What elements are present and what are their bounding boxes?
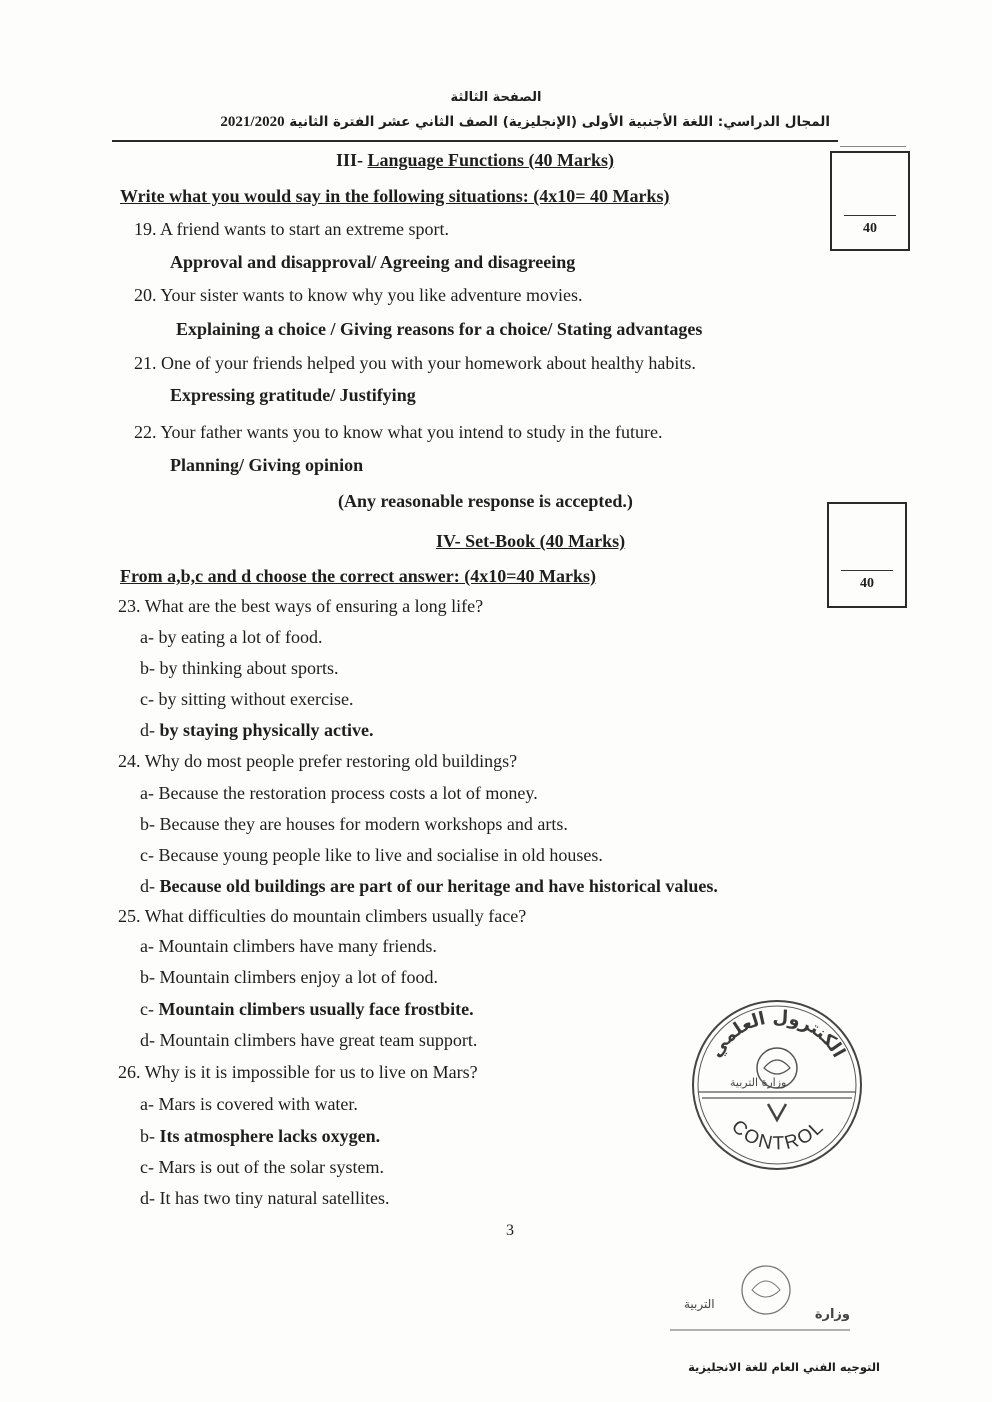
option-text: Its atmosphere lacks oxygen. — [159, 1126, 381, 1146]
option-letter: a- — [140, 783, 154, 803]
question-number: 19. — [134, 219, 157, 239]
question-number: 22. — [134, 422, 157, 442]
option-letter: d- — [140, 1030, 155, 1050]
question-text: Your father wants you to know what you intend to study in the future. — [160, 422, 663, 442]
question-number: 24. — [118, 751, 141, 771]
exam-title-arabic — [190, 114, 830, 131]
question-26 — [118, 1062, 478, 1083]
option-23b — [140, 658, 339, 679]
question-text: What difficulties do mountain climbers usually face? — [144, 906, 527, 926]
emblem-ship-icon — [764, 1060, 790, 1074]
option-letter: d- — [140, 720, 155, 740]
option-24c — [140, 845, 603, 866]
option-24b — [140, 814, 568, 835]
question-number: 23. — [118, 596, 141, 616]
option-25d — [140, 1030, 477, 1051]
section3-heading-title: Language Functions (40 Marks) — [367, 150, 615, 170]
answer-19: Approval and disapproval/ Agreeing and disagreeing — [170, 252, 576, 272]
option-text: Mountain climbers have great team support. — [159, 1030, 478, 1050]
question-23 — [118, 596, 483, 617]
section3-heading — [336, 150, 614, 171]
option-text: Because old buildings are part of our heritage and have historical values. — [159, 876, 718, 896]
answer-21: Expressing gratitude/ Justifying — [170, 385, 416, 405]
question-text: Why is it is impossible for us to live on Mars? — [144, 1062, 478, 1082]
control-stamp — [688, 996, 866, 1174]
answer-22: Planning/ Giving opinion — [170, 455, 364, 475]
question-25 — [118, 906, 526, 927]
option-text: Because they are houses for modern workshops and arts. — [159, 814, 568, 834]
option-text: Mountain climbers usually face frostbite. — [158, 999, 474, 1019]
ministry-footer-emblem — [660, 1262, 860, 1352]
section4-score-box — [827, 502, 907, 608]
question-text: Your sister wants to know why you like adventure movies. — [160, 285, 583, 305]
section3-score: 40 — [863, 221, 877, 236]
option-text: Because young people like to live and socialise in old houses. — [158, 845, 603, 865]
option-25a — [140, 936, 437, 957]
score-line — [841, 570, 893, 571]
option-letter: c- — [140, 999, 154, 1019]
section4-instruction: From a,b,c and d choose the correct answer: (4x10=40 Marks) — [120, 566, 597, 586]
section3-score-box — [830, 151, 910, 251]
option-23d-correct — [140, 720, 374, 741]
option-letter: c- — [140, 689, 154, 709]
section4-heading: IV- Set-Book (40 Marks) — [436, 531, 626, 551]
option-letter: b- — [140, 814, 155, 834]
question-20 — [134, 285, 582, 306]
option-text: Mountain climbers have many friends. — [158, 936, 437, 956]
option-letter: d- — [140, 1188, 155, 1208]
question-number: 21. — [134, 353, 157, 373]
question-text: What are the best ways of ensuring a long life? — [144, 596, 484, 616]
question-22 — [134, 422, 662, 443]
question-21 — [134, 353, 696, 374]
option-letter: a- — [140, 936, 154, 956]
option-text: Because the restoration process costs a lot of money. — [158, 783, 538, 803]
stamp-control-text: CONTROL — [727, 1116, 829, 1155]
question-24 — [118, 751, 517, 772]
option-letter: a- — [140, 627, 154, 647]
option-letter: a- — [140, 1094, 154, 1114]
footer-department-text: التوجيه الفني العام للغة الانجليزية — [688, 1360, 880, 1374]
header-divider-short — [840, 146, 906, 147]
option-text: by eating a lot of food. — [158, 627, 323, 647]
footer-ministry-left: وزارة — [814, 1307, 850, 1322]
option-26c — [140, 1157, 384, 1178]
option-24d-correct — [140, 876, 718, 897]
question-text: Why do most people prefer restoring old buildings? — [144, 751, 518, 771]
question-number: 26. — [118, 1062, 141, 1082]
question-text: A friend wants to start an extreme sport. — [160, 219, 449, 239]
option-letter: b- — [140, 658, 155, 678]
option-letter: b- — [140, 1126, 155, 1146]
section3-instruction: Write what you would say in the following situations: (4x10= 40 Marks) — [120, 186, 670, 206]
exam-title-text: المجال الدراسي: اللغة الأجنبية الأولى (الإنجليزية) الصف الثاني عشر الفترة الثانية — [289, 114, 830, 130]
option-text: by staying physically active. — [159, 720, 374, 740]
option-25c-correct — [140, 999, 474, 1020]
option-text: by thinking about sports. — [159, 658, 339, 678]
question-number: 20. — [134, 285, 157, 305]
option-26a — [140, 1094, 358, 1115]
option-letter: c- — [140, 1157, 154, 1177]
option-26d — [140, 1188, 389, 1209]
option-letter: d- — [140, 876, 155, 896]
option-text: by sitting without exercise. — [158, 689, 354, 709]
option-23c — [140, 689, 353, 710]
question-text: One of your friends helped you with your homework about healthy habits. — [161, 353, 696, 373]
option-26b-correct — [140, 1126, 380, 1147]
section3-heading-prefix: III- — [336, 150, 364, 170]
option-letter: c- — [140, 845, 154, 865]
reasonable-response-note: (Any reasonable response is accepted.) — [338, 491, 633, 511]
option-text: Mars is out of the solar system. — [158, 1157, 384, 1177]
header-divider — [112, 140, 838, 142]
stamp-ministry-text: وزارة التربية — [730, 1076, 787, 1089]
footer-ministry-right: التربية — [684, 1297, 715, 1311]
question-19 — [134, 219, 449, 240]
option-24a — [140, 783, 538, 804]
footer-ship-icon — [752, 1281, 780, 1297]
option-23a — [140, 627, 322, 648]
score-line — [844, 215, 896, 216]
option-text: Mars is covered with water. — [158, 1094, 358, 1114]
option-25b — [140, 967, 438, 988]
question-number: 25. — [118, 906, 141, 926]
page-number: 3 — [506, 1222, 514, 1239]
section4-score: 40 — [860, 576, 874, 591]
stamp-top-text: الكنترول العلمي — [705, 1006, 850, 1062]
answer-20: Explaining a choice / Giving reasons for a choice/ Stating advantages — [176, 319, 703, 339]
stamp-arrow-icon — [768, 1104, 786, 1120]
option-letter: b- — [140, 967, 155, 987]
page-label-arabic: الصفحة الثالثة — [450, 90, 542, 105]
footer-emblem-icon — [742, 1266, 790, 1314]
academic-year: 2021/2020 — [220, 114, 285, 130]
option-text: Mountain climbers enjoy a lot of food. — [159, 967, 438, 987]
option-text: It has two tiny natural satellites. — [159, 1188, 390, 1208]
